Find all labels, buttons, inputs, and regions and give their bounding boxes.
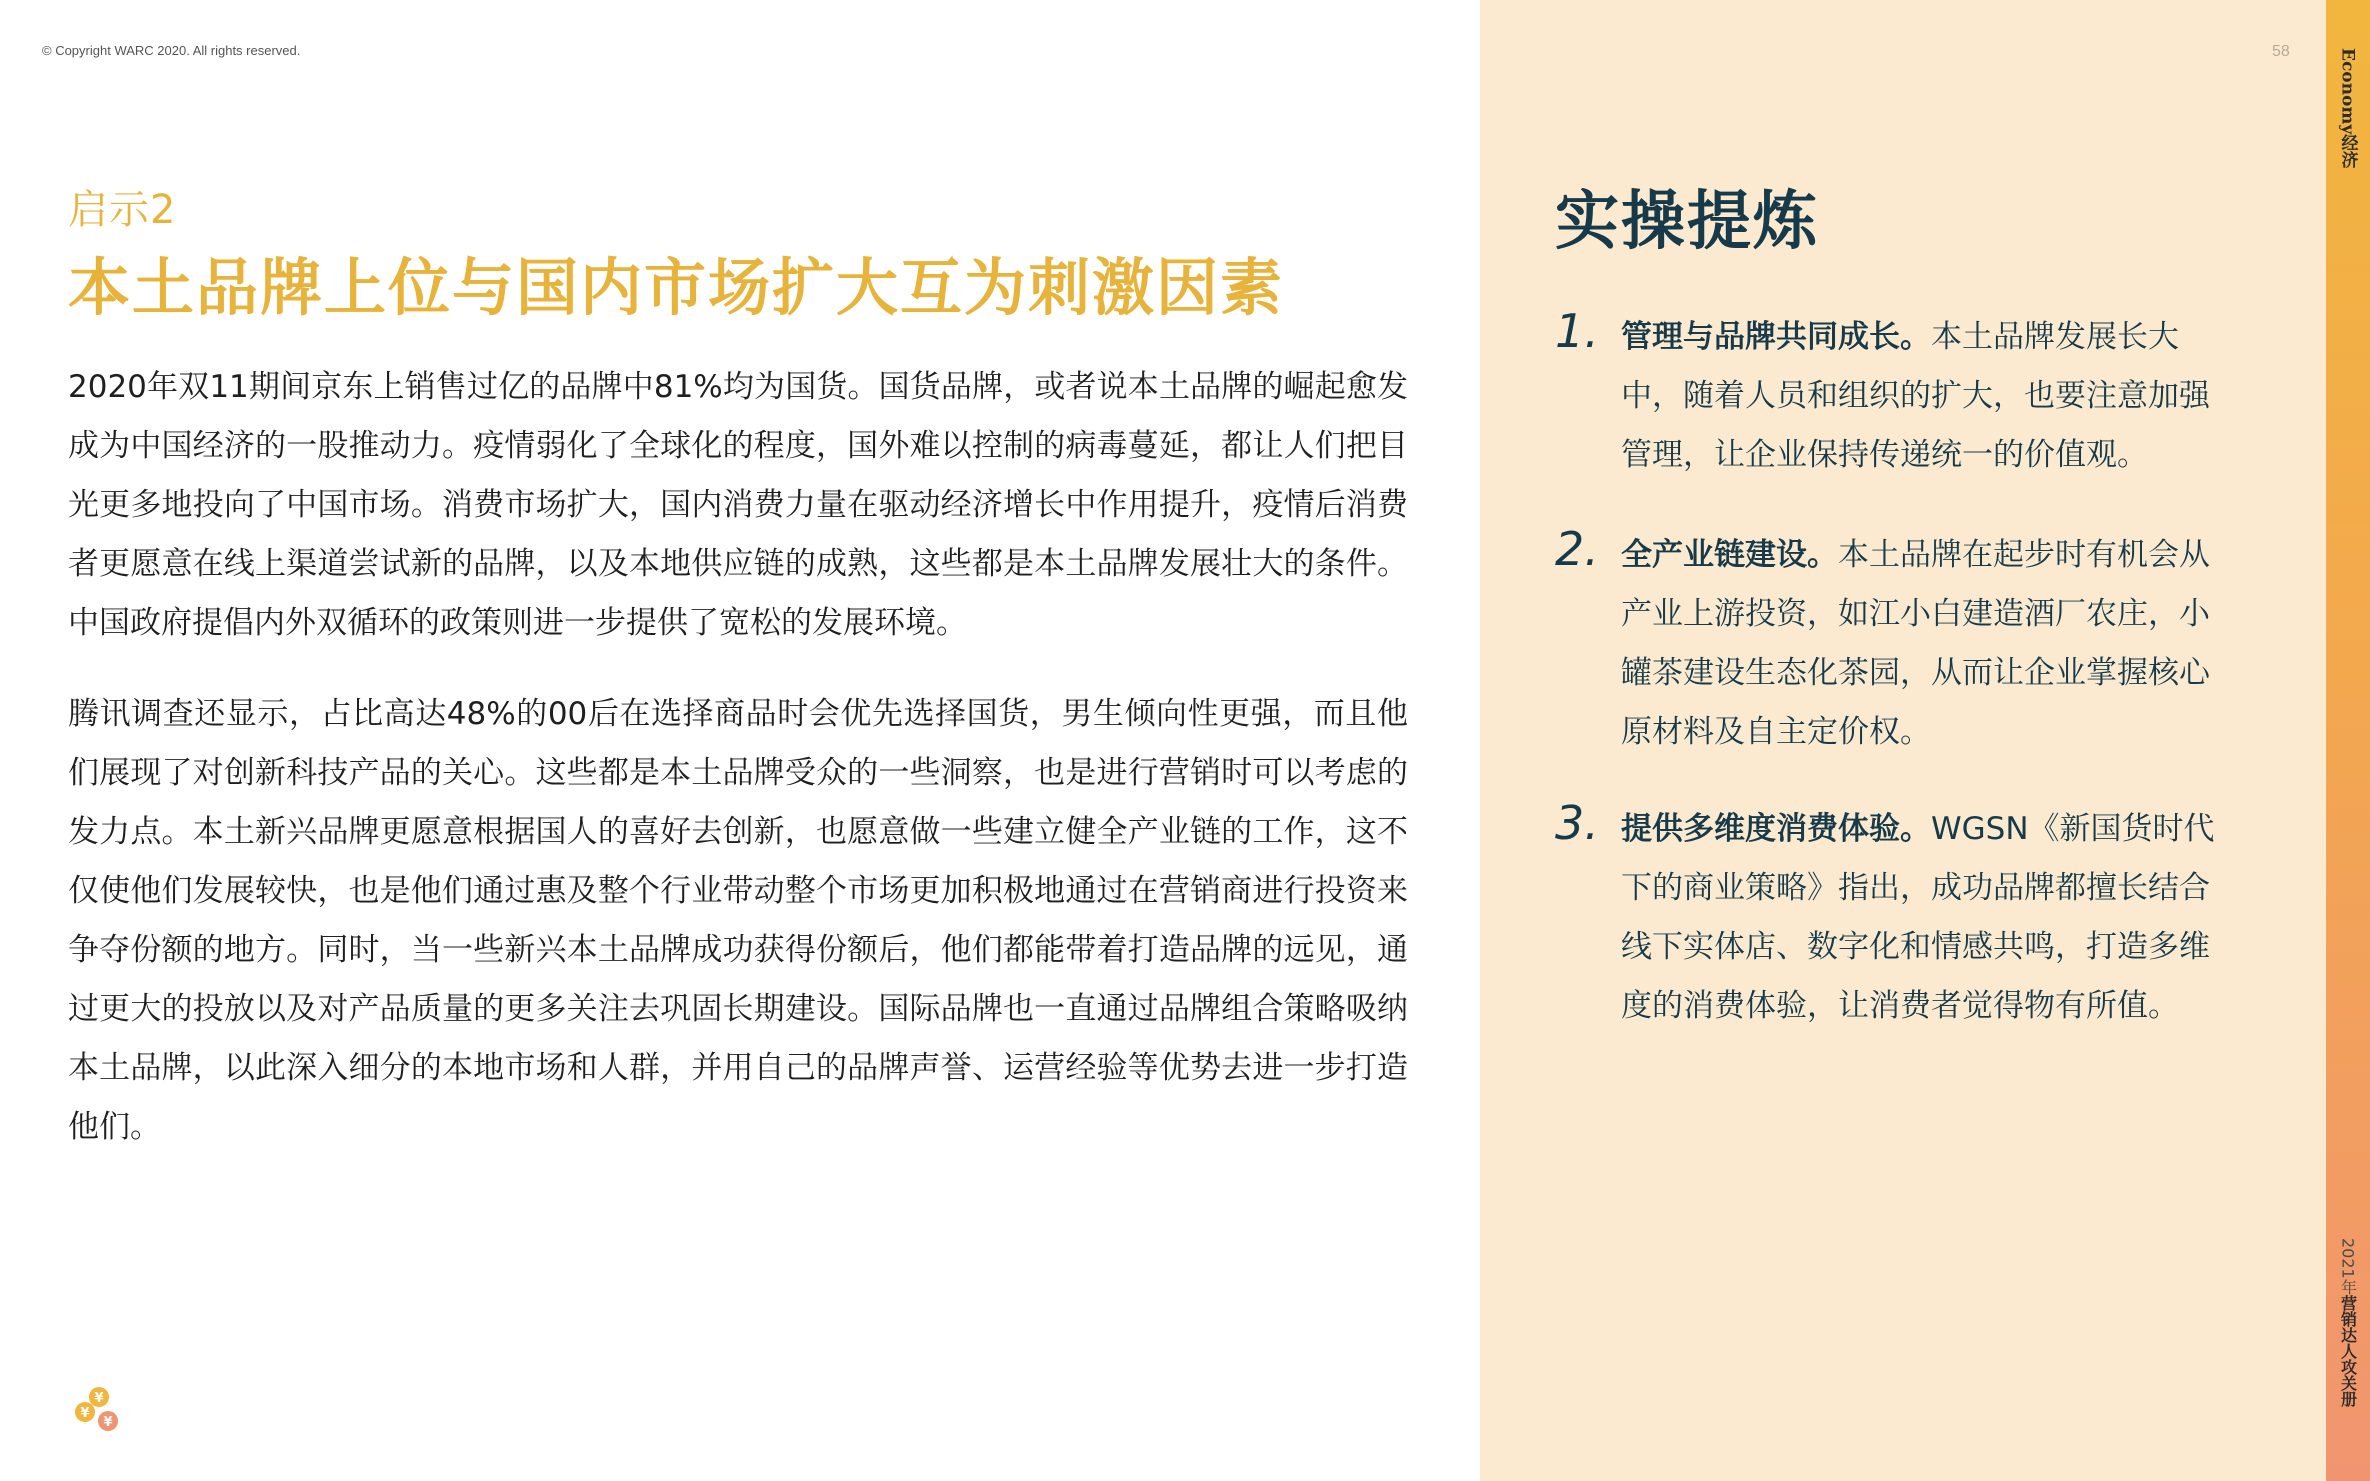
body-paragraph-2: 腾讯调查还显示，占比高达48%的00后在选择商品时会优先选择国货，男生倾向性更强，而且他们展现了对创新科技产品的关心。这些都是本土品牌受众的一些洞察，也是进行营销时可以考虑的发力点。本土新兴品牌更愿意根据国人的喜好去创新，也愿意做一些建立健全产业链的工作，这不仅使他们发展较快，也是他们通过惠及整个行业带动整个市场更加积极地通过在营销商进行投资来争夺份额的地方。同时，当一些新兴本土品牌成功获得份额后，他们都能带着打造品牌的远见，通过更大的投放以及对产品质量的更多关注去巩固长期建设。国际品牌也一直通过品牌组合策略吸纳本土品牌，以此深入细分的本地市场和人群，并用自己的品牌声誉、运营经验等优势去进一步打造他们。 xyxy=(68,696,1408,1145)
takeaway-lead: 全产业链建设。 xyxy=(1621,537,1838,573)
takeaway-body: 本土品牌发展长大中，随着人员和组织的扩大，也要注意加强管理，让企业保持传递统一的价值观。 xyxy=(1621,319,2210,473)
svg-text:¥: ¥ xyxy=(94,1391,104,1406)
copyright-notice: © Copyright WARC 2020. All rights reserved. xyxy=(42,43,301,58)
takeaway-text xyxy=(1621,800,2221,1036)
page-headline: 本土品牌上位与国内市场扩大互为刺激因素 xyxy=(68,251,1285,324)
takeaway-body: 本土品牌在起步时有机会从产业上游投资，如江小白建造酒厂农庄，小罐茶建设生态化茶园，从而让企业掌握核心原材料及自主定价权。 xyxy=(1621,537,2210,750)
takeaway-number: 1. xyxy=(1555,304,1599,358)
takeaways-title: 实操提炼 xyxy=(1555,184,1819,259)
takeaway-text xyxy=(1621,308,2221,485)
body-paragraph-1: 2020年双11期间京东上销售过亿的品牌中81%均为国货。国货品牌，或者说本土品牌的崛起愈发成为中国经济的一股推动力。疫情弱化了全球化的程度，国外难以控制的病毒蔓延，都让人们把目光更多地投向了中国市场。消费市场扩大，国内消费力量在驱动经济增长中作用提升，疫情后消费者更愿意在线上渠道尝试新的品牌，以及本地供应链的成熟，这些都是本土品牌发展壮大的条件。中国政府提倡内外双循环的政策则进一步提供了宽松的发展环境。 xyxy=(68,369,1408,641)
takeaway-text xyxy=(1621,526,2221,762)
insight-kicker: 启示2 xyxy=(68,187,177,233)
svg-text:¥: ¥ xyxy=(80,1406,90,1421)
yuan-coins-icon xyxy=(68,1380,128,1440)
section-label: Economy经济 xyxy=(2337,48,2358,169)
book-title-label xyxy=(2326,1238,2370,1468)
book-title: 营销达人攻关册 xyxy=(2338,1294,2358,1407)
takeaway-body: WGSN《新国货时代下的商业策略》指出，成功品牌都擅长结合线下实体店、数字化和情感共鸣，打造多维度的消费体验，让消费者觉得物有所值。 xyxy=(1621,811,2215,1024)
book-year: 2021年 xyxy=(2338,1238,2358,1295)
page-number: 58 xyxy=(2272,43,2290,60)
takeaway-lead: 提供多维度消费体验。 xyxy=(1621,811,1931,847)
takeaway-number: 3. xyxy=(1555,796,1599,850)
svg-text:¥: ¥ xyxy=(103,1415,113,1430)
takeaway-lead: 管理与品牌共同成长。 xyxy=(1621,319,1931,355)
takeaway-number: 2. xyxy=(1555,522,1599,576)
